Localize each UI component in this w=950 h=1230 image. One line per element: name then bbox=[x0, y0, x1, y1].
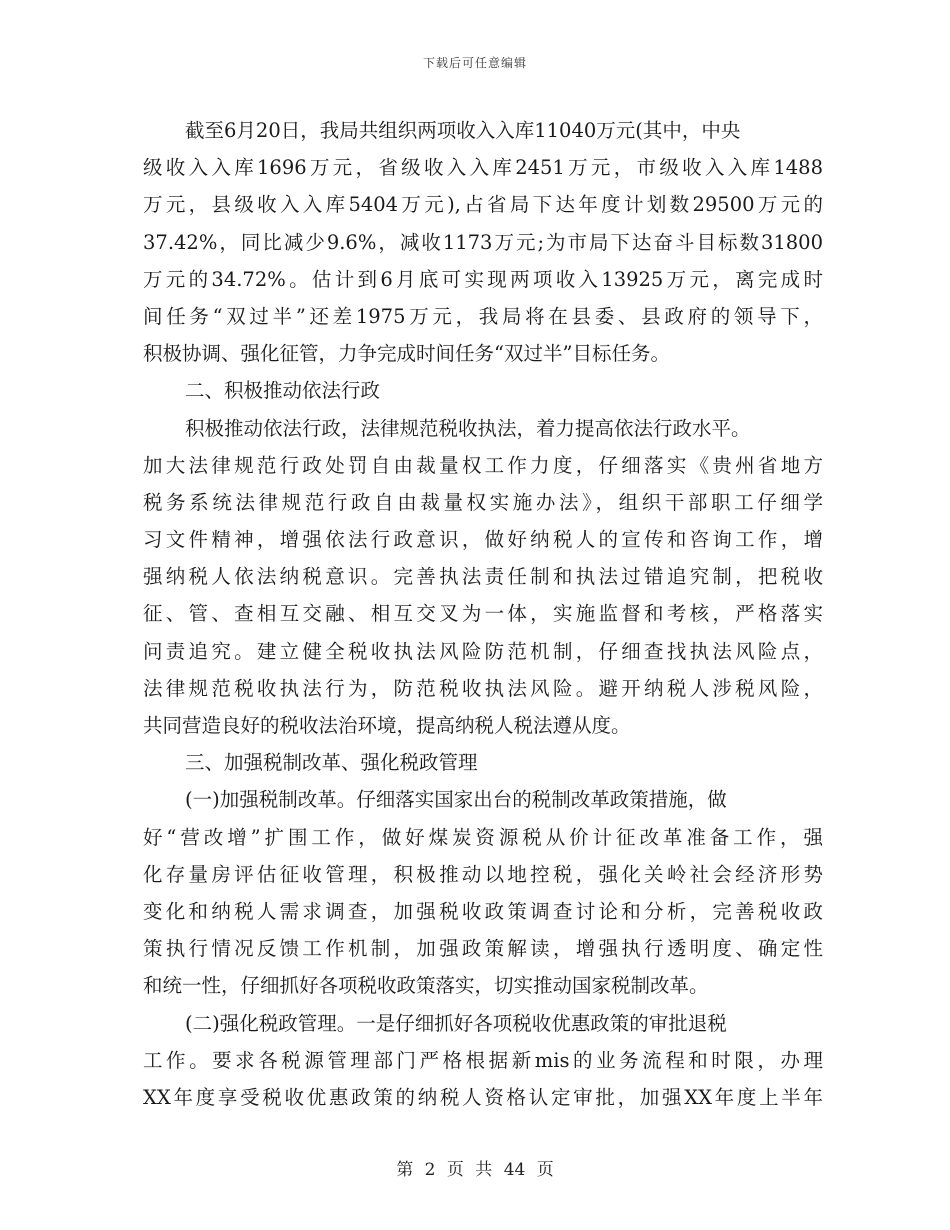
text-line: 加大法律规范行政处罚自由裁量权工作力度，仔细落实《贵州省地方 bbox=[143, 453, 823, 477]
text-line: 强纳税人依法纳税意识。完善执法责任制和执法过错追究制，把税收 bbox=[143, 565, 823, 589]
text-line: 策执行情况反馈工作机制，加强政策解读，增强执行透明度、确定性 bbox=[143, 937, 823, 961]
text-line: 积极推动依法行政，法律规范税收执法，着力提高依法行政水平。 bbox=[185, 416, 751, 440]
text-line: 积极协调、强化征管，力争完成时间任务“双过半”目标任务。 bbox=[143, 342, 670, 366]
text-line: 好“营改增”扩围工作，做好煤炭资源税从价计征改革准备工作，强 bbox=[143, 825, 823, 849]
text-line: 万元，县级收入入库5404万元),占省局下达年度计划数29500万元的 bbox=[143, 193, 823, 217]
text-line: 税务系统法律规范行政自由裁量权实施办法》，组织干部职工仔细学 bbox=[143, 490, 823, 514]
page-footer: 第 2 页 共 44 页 bbox=[396, 1160, 554, 1180]
text-line: 37.42%，同比减少9.6%，减收1173万元;为市局下达奋斗目标数31800 bbox=[143, 230, 823, 254]
text-line: 和统一性，仔细抓好各项税收政策落实，切实推动国家税制改革。 bbox=[143, 974, 709, 998]
document-body bbox=[143, 112, 823, 1116]
text-line: 变化和纳税人需求调查，加强税收政策调查讨论和分析，完善税收政 bbox=[143, 899, 823, 923]
text-line: (一)加强税制改革。仔细落实国家出台的税制改革政策措施，做 bbox=[185, 788, 727, 812]
text-line: 间任务“双过半”还差1975万元，我局将在县委、县政府的领导下， bbox=[143, 304, 823, 328]
text-line: 共同营造良好的税收法治环境，提高纳税人税法遵从度。 bbox=[143, 714, 631, 737]
text-line: 万元的34.72%。估计到6月底可实现两项收入13925万元，离完成时 bbox=[143, 267, 823, 291]
text-line: 化存量房评估征收管理，积极推动以地控税，强化关岭社会经济形势 bbox=[143, 862, 823, 886]
page-header-note: 下载后可任意编辑 bbox=[422, 56, 527, 70]
text-line: 法律规范税收执法行为，防范税收执法风险。避开纳税人涉税风险， bbox=[143, 676, 823, 700]
text-line: 截至6月20日，我局共组织两项收入入库11040万元(其中，中央 bbox=[185, 119, 741, 142]
text-line: 征、管、查相互交融、相互交叉为一体，实施监督和考核，严格落实 bbox=[143, 602, 823, 626]
text-line: 问责追究。建立健全税收执法风险防范机制，仔细查找执法风险点， bbox=[143, 639, 823, 663]
section-heading: 三、加强税制改革、强化税政管理 bbox=[185, 751, 478, 775]
text-line: 习文件精神，增强依法行政意识，做好纳税人的宣传和咨询工作，增 bbox=[143, 528, 823, 552]
text-line: 级收入入库1696万元，省级收入入库2451万元，市级收入入库1488 bbox=[143, 156, 823, 180]
text-line: XX年度享受税收优惠政策的纳税人资格认定审批，加强XX年度上半年 bbox=[143, 1085, 823, 1109]
text-line: 工作。要求各税源管理部门严格根据新mis的业务流程和时限，办理 bbox=[143, 1048, 823, 1072]
section-heading: 二、积极推动依法行政 bbox=[185, 379, 381, 403]
text-line: (二)强化税政管理。一是仔细抓好各项税收优惠政策的审批退税 bbox=[185, 1011, 727, 1035]
